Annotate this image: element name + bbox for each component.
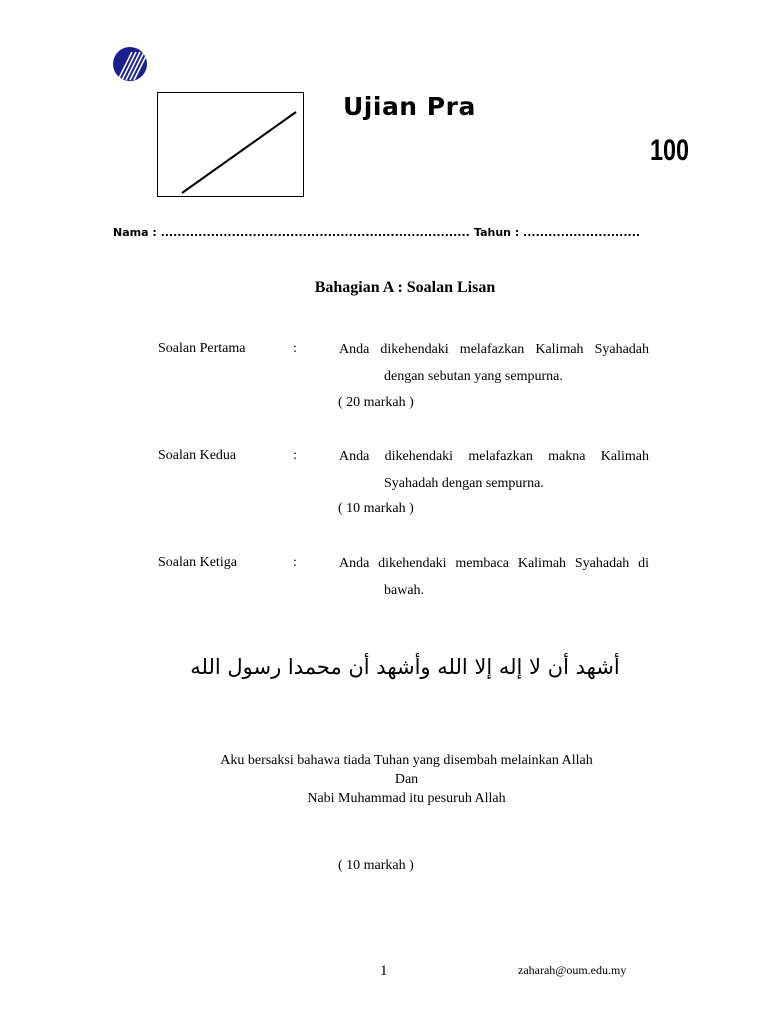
shahada-arabic: أشهد أن لا إله إلا الله وأشهد أن محمدا رسول الله [190, 655, 620, 679]
footer-email[interactable]: zaharah@oum.edu.my [518, 963, 627, 977]
question-marks: ( 20 markah ) [338, 395, 414, 410]
question-text-line: dengan sebutan yang sempurna. [384, 369, 563, 384]
name-field[interactable]: Nama : .......................................................................... [113, 226, 470, 239]
question-marks: ( 10 markah ) [338, 501, 414, 516]
logo-emblem-icon [112, 46, 148, 82]
total-marks: 100 [650, 134, 690, 167]
year-field[interactable]: Tahun : ............................ [474, 226, 641, 239]
question-label: Soalan Kedua [158, 448, 237, 463]
question-colon: : [293, 341, 297, 356]
translation-line: Aku bersaksi bahawa tiada Tuhan yang disembah melainkan Allah [220, 753, 593, 768]
translation-line: Dan [394, 772, 419, 787]
translation-line: Nabi Muhammad itu pesuruh Allah [307, 791, 506, 806]
question-text-line: Syahadah dengan sempurna. [384, 476, 544, 491]
score-box [157, 92, 304, 197]
question-text-line: Anda dikehendaki membaca Kalimah Syahadah di [339, 556, 649, 571]
page-number: 1 [380, 963, 388, 979]
question-text-line: Anda dikehendaki melafazkan Kalimah Syahadah [339, 342, 649, 357]
shahada-translation [0, 751, 768, 808]
question-text-line: bawah. [384, 583, 425, 598]
institution-logo [112, 46, 148, 82]
question-label: Soalan Pertama [158, 341, 246, 356]
question-text [339, 443, 649, 497]
question-text-line: Anda dikehendaki melafazkan makna Kalimah [339, 449, 649, 464]
shahada-marks: ( 10 markah ) [338, 858, 414, 873]
section-title: Bahagian A : Soalan Lisan [314, 279, 496, 296]
question-text [339, 336, 649, 390]
question-text [339, 550, 649, 604]
score-slash-line [158, 93, 305, 198]
question-colon: : [293, 555, 297, 570]
question-label: Soalan Ketiga [158, 555, 237, 570]
page-title: Ujian Pra [343, 92, 476, 121]
question-colon: : [293, 448, 297, 463]
